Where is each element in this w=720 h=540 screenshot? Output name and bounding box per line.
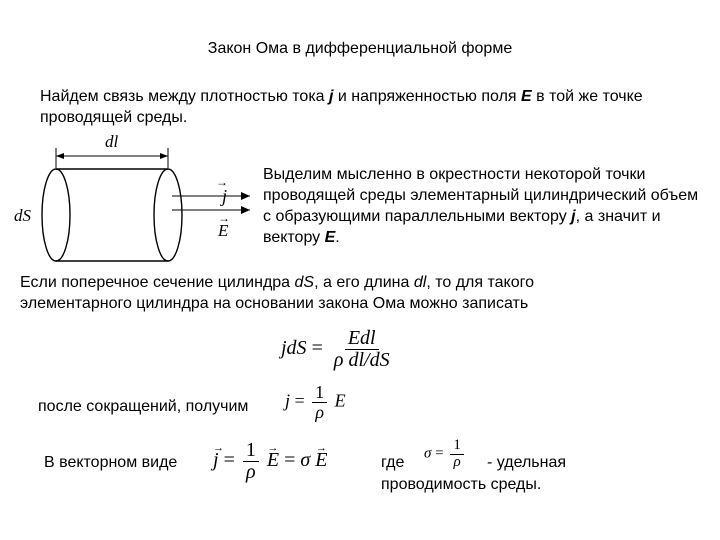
intro-text-2: и напряженностью поля — [333, 88, 522, 105]
formula1-numerator: Edl — [345, 328, 379, 350]
where-sigma: σ — [424, 445, 432, 462]
where-desc-1: - удельная — [487, 454, 567, 471]
formula-vector-form — [213, 440, 327, 483]
cylinder-right-face — [154, 169, 182, 261]
vector-form-label: В векторном виде — [44, 454, 178, 471]
vector-denominator: ρ — [246, 461, 256, 483]
dl-arrow-right — [160, 153, 168, 159]
where-label: где — [381, 454, 405, 471]
E-vector-label: E — [218, 221, 229, 240]
formula2-fraction — [312, 383, 327, 422]
vector-sigma: σ — [300, 449, 311, 472]
cross-text-3: , то для такого элементарного цилиндра на основании закона Ома можно записать — [20, 274, 534, 312]
cross-text-1: Если поперечное сечение цилиндра — [20, 274, 295, 291]
dS-label: dS — [14, 206, 31, 225]
E-arrow-head — [241, 206, 250, 214]
intro-text-1: Найдем связь между плотностью тока — [40, 88, 330, 105]
where-numerator: 1 — [450, 438, 464, 455]
formula-sigma-definition — [424, 438, 467, 471]
dl-label: dl — [105, 132, 119, 151]
formula1-denominator — [331, 350, 393, 371]
after-reduction-label: после сокращений, получим — [38, 398, 249, 415]
formula2-E: E — [334, 390, 346, 411]
formula1-fraction — [331, 328, 393, 371]
formula1-dl-dS: dl/dS — [348, 349, 390, 371]
formula-jdS — [281, 328, 396, 371]
j-vector-arrow: → — [216, 175, 228, 189]
vector-equals-2: = — [284, 449, 296, 472]
where-equals: = — [435, 445, 444, 462]
vector-numerator: 1 — [243, 440, 259, 462]
side-text-3: . — [335, 229, 340, 246]
intro-j: j — [329, 88, 334, 105]
formula1-equals: = — [311, 337, 323, 360]
formula1-rho: ρ — [333, 349, 344, 371]
vector-fraction — [243, 440, 259, 483]
j-vector-label: j — [222, 186, 228, 206]
intro-paragraph — [40, 86, 690, 128]
side-text-2: , а значит и вектору — [263, 208, 661, 246]
where-fraction — [450, 438, 464, 471]
dl-arrow-left — [56, 153, 64, 159]
formula2-denominator: ρ — [315, 401, 324, 422]
formula-j-equals-E-over-rho — [285, 383, 346, 422]
E-vector-arrow: → — [218, 211, 230, 225]
where-desc-2: проводимость среды. — [381, 476, 542, 493]
cross-dS: dS — [294, 274, 315, 291]
j-arrow-head — [241, 192, 250, 200]
side-text-1: Выделим мысленно в окрестности некоторой точки проводящей среды элементарный цилиндрический объем с образующими параллельными вектору — [263, 166, 699, 225]
vector-j: → j — [213, 449, 219, 472]
cylinder-left-face — [42, 169, 70, 261]
formula2-lhs: j — [285, 390, 291, 411]
cross-section-paragraph — [20, 272, 620, 314]
cross-text-2: , а его длина — [314, 274, 414, 291]
where-denominator: ρ — [453, 453, 461, 470]
vector-E-1: → E — [267, 449, 279, 472]
page-title: Закон Ома в дифференциальной форме — [207, 40, 513, 57]
side-j: j — [571, 208, 576, 225]
intro-text-3: в той же точке проводящей среды. — [40, 88, 643, 126]
vector-equals-1: = — [223, 449, 235, 472]
cross-dl: dl — [413, 274, 427, 291]
side-paragraph — [263, 164, 703, 248]
intro-E: E — [521, 88, 532, 105]
cylinder-figure — [0, 130, 260, 270]
vector-E-2: → E — [315, 449, 327, 472]
formula2-equals: = — [294, 390, 305, 411]
side-E: E — [324, 229, 336, 246]
formula2-numerator: 1 — [312, 383, 327, 403]
formula1-lhs: jdS — [281, 337, 307, 360]
